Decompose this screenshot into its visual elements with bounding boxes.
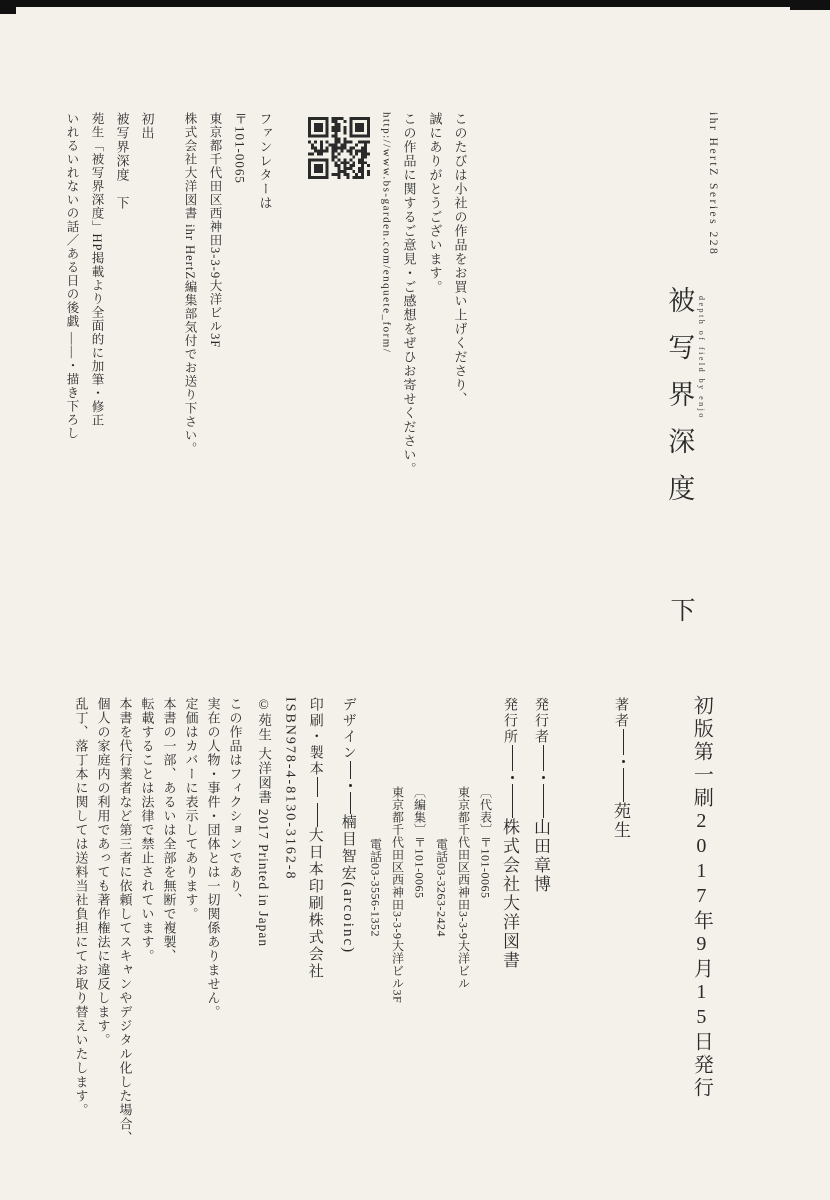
legal-line-6: 本書を代行業者など第三者に依頼してスキャンやデジタル化した場合、 (117, 697, 133, 1145)
leader-line (536, 745, 550, 818)
first-appearance-note1: 苑生「被写界深度」HP掲載より全面的に加筆・修正 (90, 112, 104, 427)
book-title: 被写界深度 (664, 286, 695, 521)
legal-line-2: 実在の人物・事件・団体とは一切関係ありません。 (205, 697, 221, 1019)
credit-publisher-value: 山田章博 (531, 818, 551, 894)
credit-author-label: 著者 (613, 697, 629, 729)
office-ed-address: 東京都千代田区西神田3-3-9大洋ビル3F (390, 786, 405, 1004)
isbn-line: ISBN978-4-8130-3162-8 (282, 697, 298, 881)
credit-publishing-office (500, 697, 519, 970)
credit-office-value: 株式会社大洋図書 (500, 818, 520, 970)
leader-line (311, 777, 325, 827)
thanks-line2: 誠にありがとうございます。 (427, 112, 443, 294)
scan-edge-top (0, 0, 830, 7)
credit-printing-value: 大日本印刷株式会社 (306, 827, 323, 980)
office-ed-phone: 電話03-3556-1352 (368, 838, 383, 937)
legal-line-5: 転載することは法律で禁止されています。 (139, 697, 155, 963)
credit-design-value: 楠目智宏(arcoinc) (339, 814, 356, 955)
enquete-url: http://www.bs-garden.com/enquete_form/ (380, 112, 393, 354)
credit-author-value: 苑生 (611, 802, 631, 840)
title-romaji: depth of field by enjo (696, 296, 706, 420)
office-rep-phone: 電話03-3263-2424 (434, 838, 449, 937)
leader-line (344, 761, 358, 814)
volume-label: 下 (667, 597, 694, 623)
fanletter-postal: 〒101-0065 (232, 112, 248, 184)
legal-line-4: 本書の一部、あるいは全部を無断で複製、 (161, 697, 177, 963)
fanletter-address: 東京都千代田区西神田3-3-9大洋ビル3F (208, 112, 222, 349)
leader-line (616, 729, 630, 802)
credit-printing-label: 印刷・製本 (307, 697, 323, 777)
scan-edge-corner-left (0, 0, 16, 14)
thanks-line1: このたびは小社の作品をお買い上げくださり、 (452, 112, 468, 406)
first-appearance-work: 被写界深度 下 (114, 112, 130, 210)
credit-publisher-label: 発行者 (533, 697, 549, 745)
fanletter-recipient: 株式会社大洋図書 ihr HertZ編集部気付でお送り下さい。 (183, 112, 197, 456)
legal-line-8: 乱丁、落丁本に関しては送料当社負担にてお取り替えいたします。 (73, 697, 89, 1117)
feedback-line: この作品に関するご意見・ご感想をぜひお寄せください。 (401, 112, 417, 476)
copyright-line: ©苑生 大洋図書 2017 Printed in Japan (256, 697, 272, 948)
credit-printing (306, 697, 325, 980)
credit-design (339, 697, 358, 954)
leader-line (505, 745, 519, 818)
scan-edge-corner-right (790, 0, 830, 10)
series-label: ihr HertZ Series 228 (706, 112, 719, 257)
office-ed-postal: 〔編集〕〒101-0065 (412, 786, 427, 899)
edition-line: 初版第一刷2017年9月15日発行 (690, 695, 713, 1100)
office-rep-address: 東京都千代田区西神田3-3-9大洋ビル (456, 786, 471, 990)
legal-line-3: 定価はカバーに表示してあります。 (183, 697, 199, 921)
credit-publisher (531, 697, 550, 894)
legal-line-1: この作品はフィクションであり、 (227, 697, 243, 907)
credit-office-label: 発行所 (502, 697, 518, 745)
first-appearance-heading: 初出 (139, 112, 155, 140)
credit-design-label: デザイン (340, 697, 356, 761)
legal-line-7: 個人の家庭内の利用であっても著作権法に違反します。 (95, 697, 111, 1047)
office-rep-postal: 〔代表〕〒101-0065 (478, 786, 493, 899)
credit-author (611, 697, 630, 840)
first-appearance-note2: いれるいれないの話／ある日の後戯 ——・描き下ろし (65, 112, 79, 441)
qr-code (308, 117, 370, 179)
fanletter-heading: ファンレターは (257, 112, 273, 210)
